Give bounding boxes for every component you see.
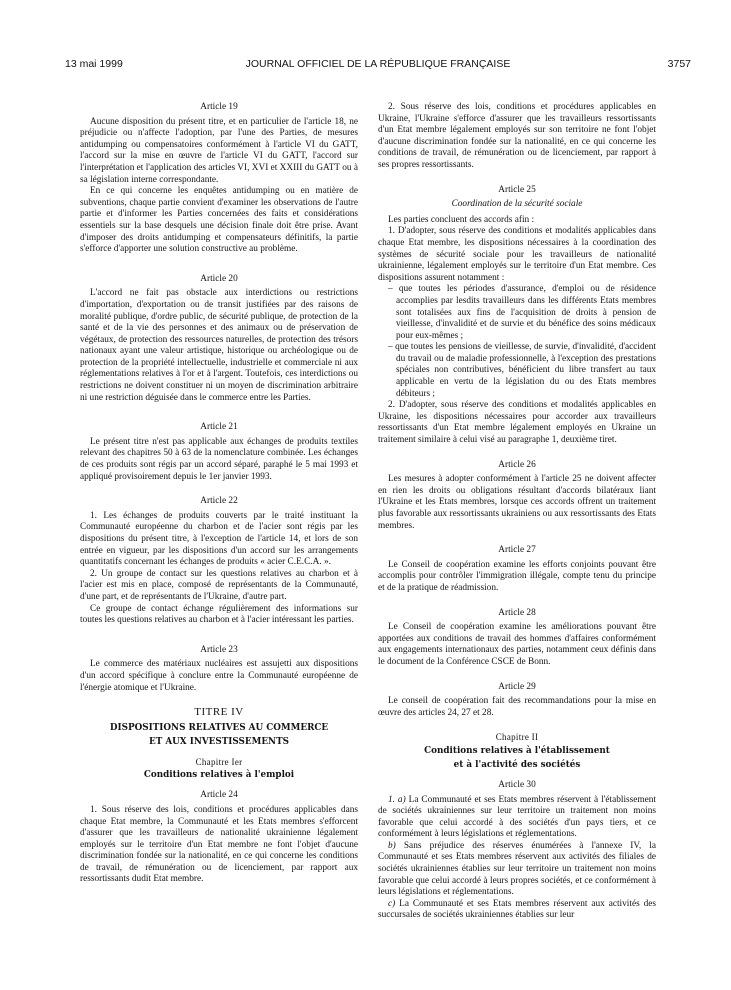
article-25-paragraph-2: 2. D'adopter, sous réserve des conditions et modalités applicables en Ukraine, les dispositions nécessaires pour accorder aux travailleurs ressortissants d'un Etat membre légalement employés en Ukraine un traitement similaire à celui visé au paragraphe 1, deuxième tiret. bbox=[378, 400, 656, 446]
article-30-text-c: La Communauté et ses Etats membres réservent aux activités des succursales de sociétés ukrainiennes établies sur leur bbox=[378, 898, 657, 921]
article-29-paragraph-1: Le conseil de coopération fait des recommandations pour la mise en œuvre des articles 24, 27 et 28. bbox=[378, 696, 656, 718]
left-column bbox=[80, 102, 358, 886]
titre-subtitle-line-2: ET AUX INVESTISSEMENTS bbox=[149, 736, 289, 747]
article-28-paragraph-1: Le Conseil de coopération examine les améliorations pouvant être apportées aux conditions de travail des hommes d'affaires conformément aux engagements internationaux des parties, notamment ceux définis dans le document de la Conférence CSCE de Bonn. bbox=[378, 622, 656, 667]
article-29-title: Article 29 bbox=[498, 681, 536, 692]
article-30-paragraph-3 bbox=[378, 899, 656, 922]
header-page-number: 3757 bbox=[667, 58, 691, 70]
chapter-2-title-line-1: Conditions relatives à l'établissement bbox=[424, 745, 610, 756]
article-26-paragraph-1: Les mesures à adopter conformément à l'article 25 ne doivent affecter en rien les droits ou obligations résultant d'accords bilatéraux liant l'Ukraine et les Etats membres, lorsque ces accords offrent un traitement plus favorable aux ressortissants ukrainiens ou aux ressortissants des Etats membres. bbox=[378, 474, 656, 531]
article-22-paragraph-2: 2. Un groupe de contact sur les questions relatives au charbon et à l'acier est mis en place, composé de représentants de la Communauté, d'une part, et de représentants de l'Ukraine, d'autre part. bbox=[80, 568, 358, 602]
article-22-paragraph-3: Ce groupe de contact échange régulièrement des informations sur toutes les questions relatives au charbon et à l'acier intéressant les parties. bbox=[80, 603, 358, 626]
article-24-paragraph-2: 2. Sous réserve des lois, conditions et procédures applicables en Ukraine, l'Ukraine s'efforce d'assurer que les travailleurs ressortissants d'un Etat membre légalement employés sur son territoire ne font l'objet d'aucune discrimination fondée sur la nationalité, en ce qui concerne les conditions de travail, de rémunération ou de licenciement, par rapport à ses propres ressortissants. bbox=[378, 102, 656, 170]
article-30-text-b: Sans préjudice des réserves énumérées à l'annexe IV, la Communauté et ses Etats membres réservent aux activités des filiales de sociétés ukrainiennes établies sur leur territoire un traitement non moins favorable que celui accordé à leurs propres sociétés, et ce conformément à leurs législations et réglementations. bbox=[378, 840, 657, 898]
article-24-paragraph-1: 1. Sous réserve des lois, conditions et procédures applicables dans chaque Etat membre, la Communauté et les Etats membres s'efforcent d'assurer que les travailleurs de nationalité ukrainienne légalement employés sur le territoire d'un Etat membre ne font l'objet d'aucune discrimination fondée sur la nationalité, en ce qui concerne les conditions de travail, de rémunération ou de licenciement, par rapport aux ressortissants dudit Etat membre. bbox=[80, 804, 358, 885]
chapter-2-heading: Chapitre II bbox=[495, 732, 539, 743]
article-25-indent-1: – que toutes les périodes d'assurance, d'emploi ou de résidence accomplies par lesdits travailleurs dans les différents Etats membres sont totalisées aux fins de l'acquisition de droits à pension de vieillesse, d'invalidité et de survie et du bénéfice des soins médicaux pour eux-mêmes ; bbox=[388, 284, 656, 341]
article-23-paragraph-1: Le commerce des matériaux nucléaires est assujetti aux dispositions d'un accord spécifique à conclure entre la Communauté européenne de l'énergie atomique et l'Ukraine. bbox=[80, 659, 358, 693]
page-header bbox=[65, 58, 691, 74]
article-20-title: Article 20 bbox=[200, 273, 238, 284]
article-25-intro: Les parties concluent des accords afin : bbox=[388, 214, 535, 225]
header-date: 13 mai 1999 bbox=[65, 58, 123, 70]
article-19-paragraph-2: En ce qui concerne les enquêtes antidumping ou en matière de subventions, chaque partie convient d'examiner les observations de l'autre partie et d'informer les Parties concernées des faits et considérations essentiels sur la base desquels une décision finale doit être prise. Avant d'imposer des droits antidumping et compensateurs définitifs, la partie s'efforce d'apporter une solution constructive au problème. bbox=[80, 186, 358, 255]
chapter-2-title-line-2: et à l'activité des sociétés bbox=[453, 759, 581, 770]
article-30-label-a: 1. a) bbox=[388, 794, 406, 805]
article-21-title: Article 21 bbox=[200, 422, 238, 433]
article-27-title: Article 27 bbox=[498, 545, 536, 556]
chapter-1-title: Conditions relatives à l'emploi bbox=[143, 770, 295, 781]
article-30-paragraph-1 bbox=[378, 795, 656, 841]
right-column bbox=[378, 102, 656, 922]
article-28-title: Article 28 bbox=[498, 607, 536, 618]
article-30-text-a: La Communauté et ses Etats membres réservent à l'établissement de sociétés ukrainiennes sur leur territoire un traitement non moins favorable que celui accordé à des sociétés d'un pays tiers, et ce conformément à leurs législations et réglementations. bbox=[378, 794, 657, 840]
article-25-title: Article 25 bbox=[498, 184, 536, 195]
chapter-1-heading: Chapitre Ier bbox=[195, 756, 243, 767]
article-21-paragraph-1: Le présent titre n'est pas applicable aux échanges de produits textiles relevant des chapitres 50 à 63 de la nomenclature combinée. Les échanges de ces produits sont régis par un accord séparé, paraphé le 5 mai 1993 et appliqué provisoirement depuis le 1er janvier 1993. bbox=[80, 436, 358, 482]
article-22-paragraph-1: 1. Les échanges de produits couverts par le traité instituant la Communauté européenne du charbon et de l'acier sont régis par les dispositions du présent titre, à l'exception de l'article 14, et lors de son entrée en vigueur, par les dispositions d'un accord sur les arrangements quantitatifs concernant les échanges de produits « acier C.E.C.A. ». bbox=[80, 510, 358, 568]
article-24-title: Article 24 bbox=[200, 790, 238, 801]
article-20-paragraph-1: L'accord ne fait pas obstacle aux interdictions ou restrictions d'importation, d'exportation ou de transit justifiées par des raisons de moralité publique, d'ordre public, de sécurité publique, de protection de la santé et de la vie des personnes et des animaux ou de préservation de végétaux, de protection des ressources naturelles, de protection des trésors nationaux ayant une valeur artistique, historique ou archéologique ou de protection de la propriété intellectuelle, industrielle et commerciale ni aux réglementations relatives à l'or et à l'argent. Toutefois, ces interdictions ou restrictions ne doivent constituer ni un moyen de discrimination arbitraire ni une restriction déguisée dans le commerce entre les Parties. bbox=[80, 288, 358, 403]
article-30-label-b: b) bbox=[388, 840, 396, 851]
article-25-subtitle: Coordination de la sécurité sociale bbox=[451, 199, 583, 210]
article-19-title: Article 19 bbox=[200, 102, 238, 112]
article-30-title: Article 30 bbox=[498, 779, 536, 790]
article-22-title: Article 22 bbox=[200, 496, 238, 507]
titre-heading: TITRE IV bbox=[194, 706, 244, 719]
article-30-paragraph-2 bbox=[378, 841, 656, 899]
article-25-indent-2: – que toutes les pensions de vieillesse, de survie, d'invalidité, d'accident du travail ou de maladie professionnelle, à l'exception des prestations spéciales non contributives, bénéficient du libre transfert au taux applicable en vertu de la législation du ou des Etats membres débiteurs ; bbox=[388, 342, 656, 399]
article-30-label-c: c) bbox=[388, 898, 396, 909]
titre-subtitle-line-1: DISPOSITIONS RELATIVES AU COMMERCE bbox=[109, 722, 329, 733]
article-19-paragraph-1: Aucune disposition du présent titre, et en particulier de l'article 18, ne préjudicie ou n'affecte l'adoption, par l'une des Parties, de mesures antidumping ou compensatoires conformément à l'article VI du GATT, l'accord sur la mise en œuvre de l'article VI du GATT, l'accord sur l'interprétation et l'application des articles VI, XVI et XXIII du GATT ou à sa législation interne correspondante. bbox=[80, 116, 358, 185]
article-26-title: Article 26 bbox=[498, 459, 536, 470]
article-25-paragraph-1: 1. D'adopter, sous réserve des conditions et modalités applicables dans chaque Etat membre, les dispositions nécessaires à la coordination des systèmes de sécurité sociale pour les travailleurs de nationalité ukrainienne, légalement employés sur le territoire d'un Etat membre. Ces dispositions assurent notamment : bbox=[378, 226, 656, 283]
header-journal-title: JOURNAL OFFICIEL DE LA RÉPUBLIQUE FRANÇAISE bbox=[245, 58, 511, 70]
article-23-title: Article 23 bbox=[200, 644, 238, 655]
article-27-paragraph-1: Le Conseil de coopération examine les efforts conjoints pouvant être accomplis pour contrôler l'immigration illégale, compte tenu du principe et de la pratique de réadmission. bbox=[378, 559, 656, 593]
